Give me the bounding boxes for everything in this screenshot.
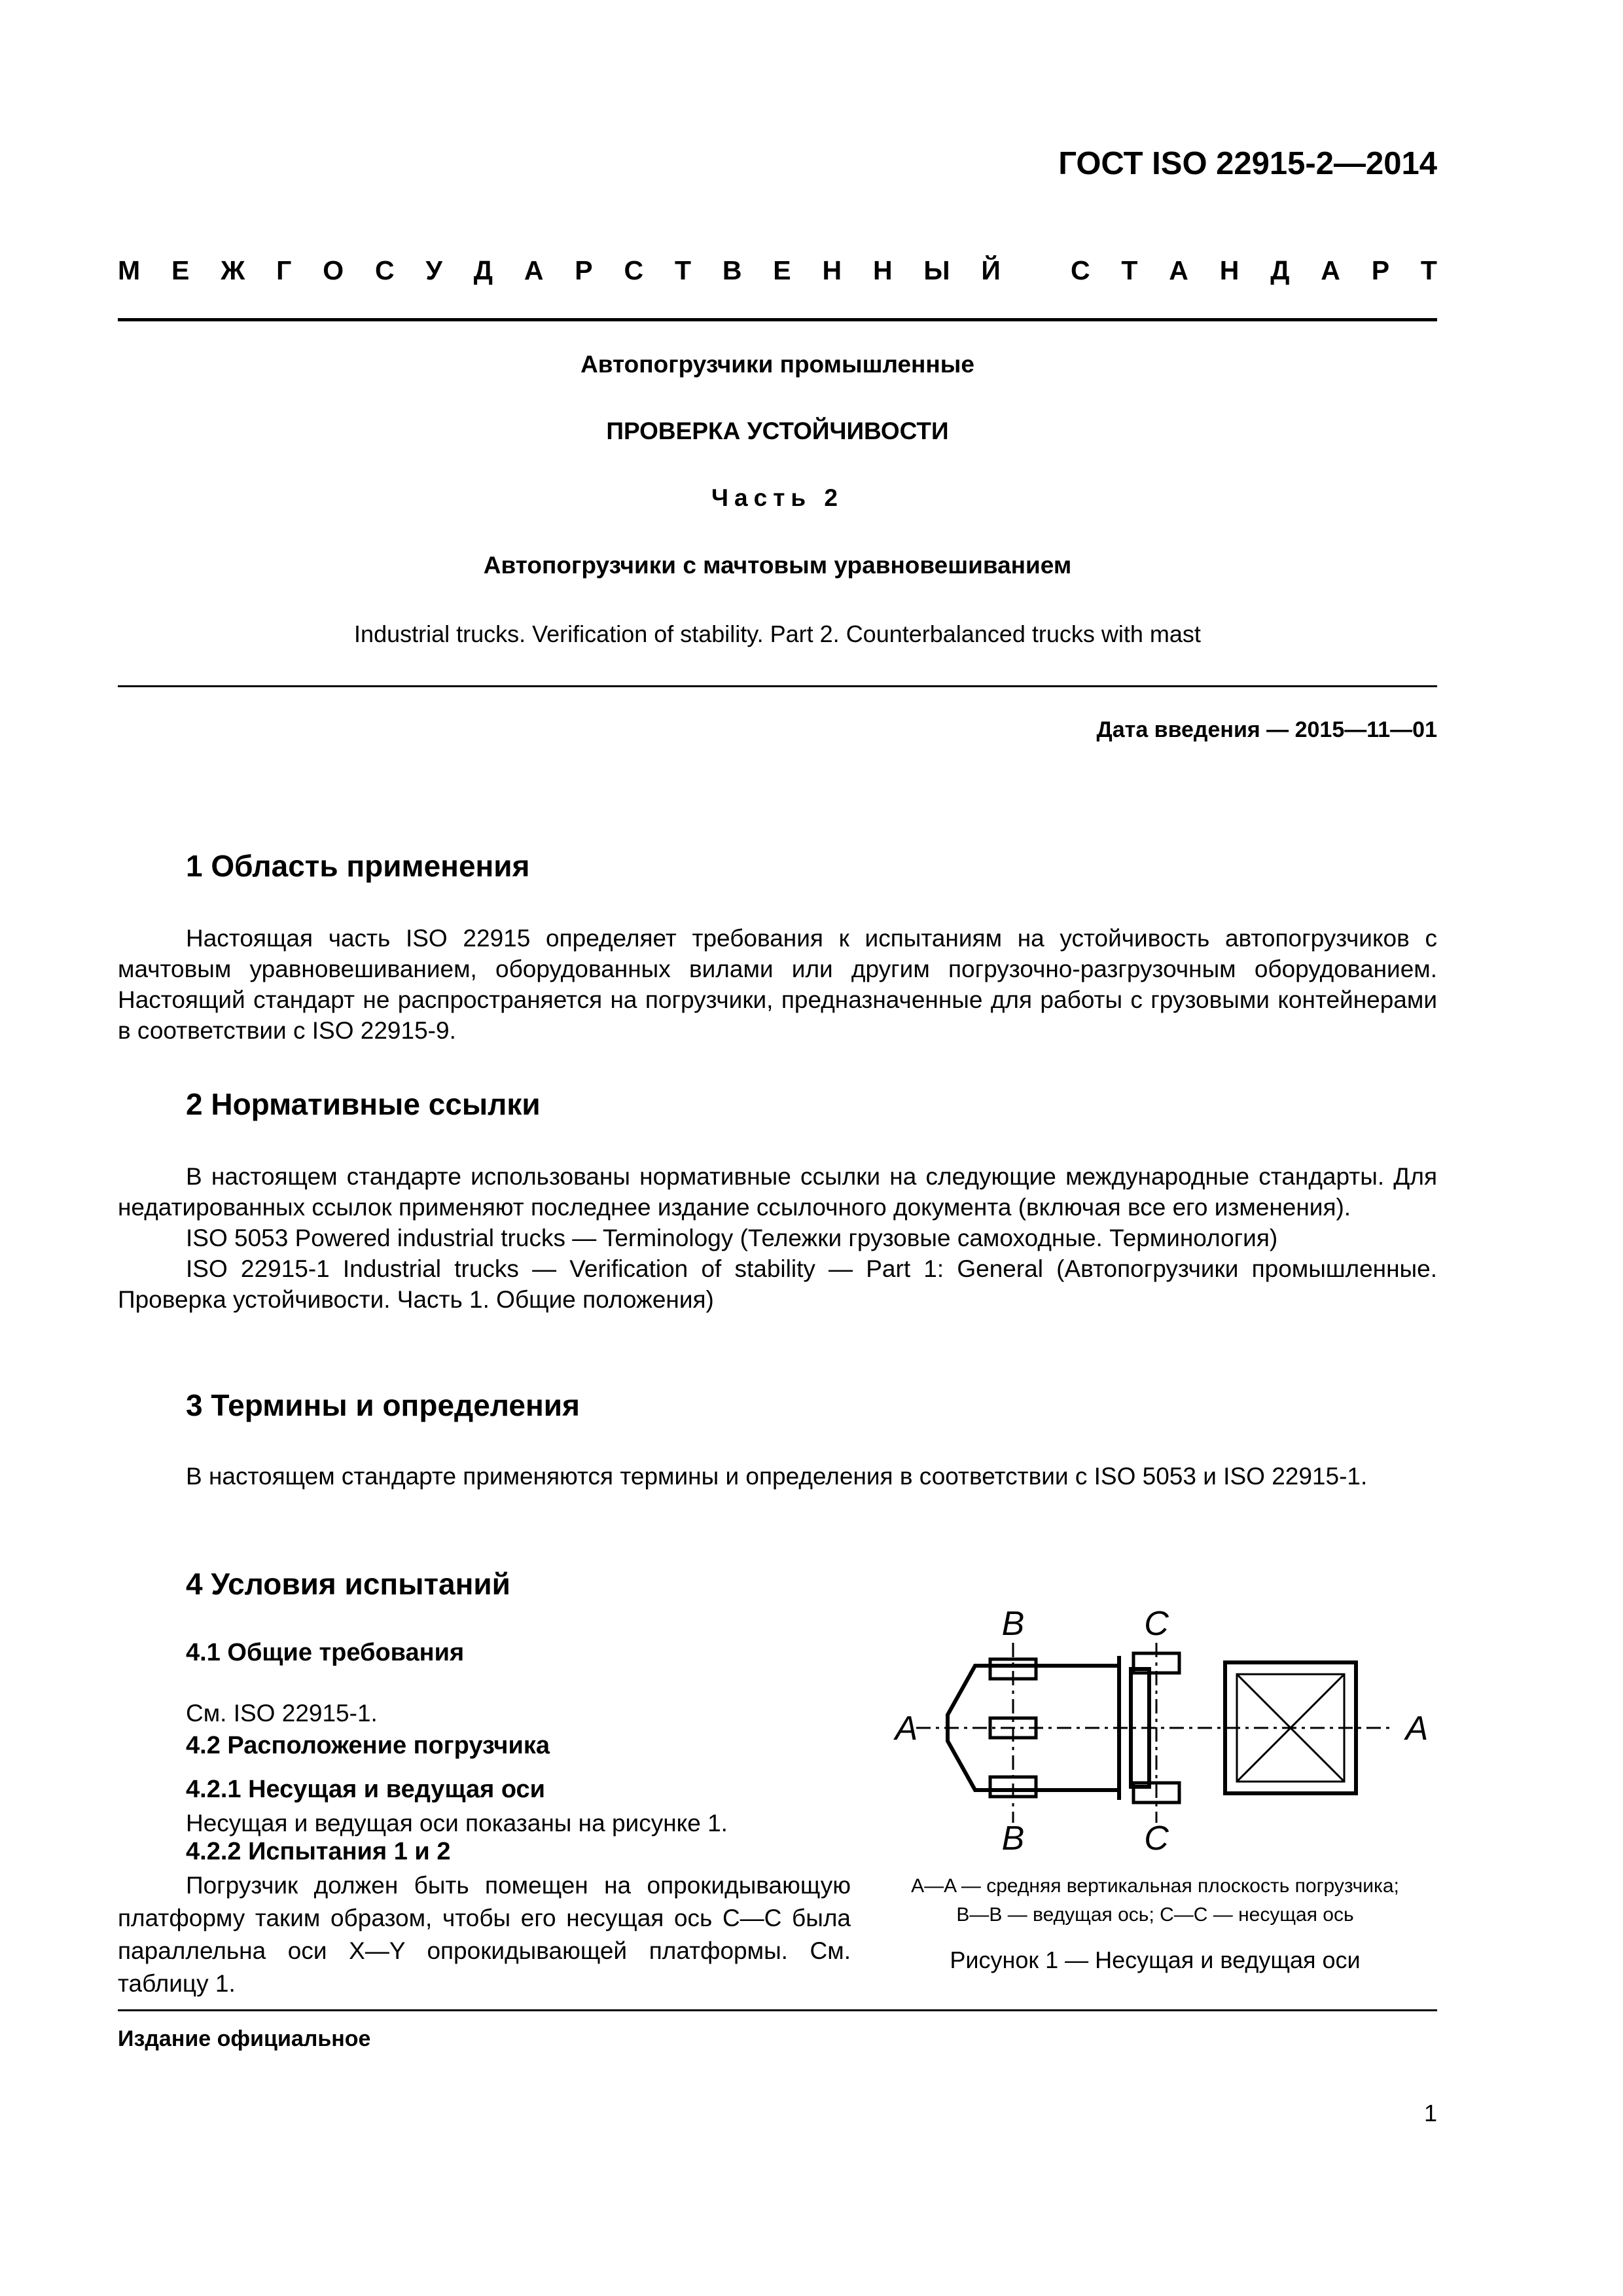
page-number: 1 <box>1423 2100 1437 2126</box>
section-4-2-1-heading: 4.2.1 Несущая и ведущая оси <box>186 1776 546 1803</box>
heading-letter: В <box>722 255 742 285</box>
heading-letter: Р <box>1371 255 1390 285</box>
label-c-bottom: C <box>1144 1820 1169 1857</box>
title-rule <box>118 685 1437 687</box>
section-1-text <box>118 923 1437 1046</box>
title-line-1: Автопогрузчики промышленные <box>580 351 974 378</box>
legend-line-1: A—A — средняя вертикальная плоскость погрузчика; <box>911 1875 1399 1897</box>
heading-letter: Т <box>1420 255 1437 285</box>
title-subtitle: Автопогрузчики с мачтовым уравновешиванием <box>483 552 1072 579</box>
section-4-1-text: См. ISO 22915-1. <box>186 1700 378 1727</box>
title-part: Часть 2 <box>711 484 844 511</box>
section-4-heading: 4 Условия испытаний <box>186 1567 510 1601</box>
header-rule <box>118 318 1437 321</box>
heading-letter: О <box>323 255 344 285</box>
heading-space <box>1032 255 1039 286</box>
heading-letter: Д <box>473 255 493 285</box>
heading-letter: С <box>624 255 644 285</box>
section-3-heading: 3 Термины и определения <box>186 1388 580 1422</box>
reference-iso-5053: ISO 5053 Powered industrial trucks — Terminology (Тележки грузовые самоходные. Терминология) <box>186 1225 1278 1251</box>
introduction-date: Дата введения — 2015—11—01 <box>1096 717 1437 742</box>
label-b-bottom: B <box>1001 1820 1025 1857</box>
heading-letter: Й <box>981 255 1001 285</box>
figure-legend <box>870 1872 1440 1929</box>
title-line-2: ПРОВЕРКА УСТОЙЧИВОСТИ <box>606 418 949 444</box>
heading-letter: С <box>1070 255 1090 285</box>
heading-letter: Н <box>822 255 842 285</box>
label-a-right: A <box>1405 1710 1429 1748</box>
legend-line-2: B—B — ведущая ось; C—C — несущая ось <box>956 1904 1354 1926</box>
section-4-2-2-heading: 4.2.2 Испытания 1 и 2 <box>186 1838 451 1865</box>
heading-letter: Д <box>1270 255 1290 285</box>
heading-letter: А <box>524 255 544 285</box>
section-1-heading: 1 Область применения <box>186 849 530 883</box>
heading-letter: Г <box>276 255 292 285</box>
label-a-left: A <box>895 1710 918 1748</box>
section-4-1-heading: 4.1 Общие требования <box>186 1639 465 1666</box>
section-3-text <box>118 1461 1437 1492</box>
heading-letter: Ы <box>923 255 950 285</box>
heading-letter: Ж <box>221 255 245 285</box>
section-1-paragraph: Настоящая часть ISO 22915 определяет требования к испытаниям на устойчивость автопогрузчиков с мачтовым уравновешиванием, оборудованных вилами или другим погрузочно-разгрузочным оборудованием. Настоящий стандарт не распространяется на погрузчики, предназначенные для работы с грузовыми контейнерами в соответствии с ISO 22915-9. <box>118 925 1437 1044</box>
footer-rule <box>118 2009 1437 2011</box>
heading-letter: А <box>1321 255 1340 285</box>
axes-diagram <box>870 1597 1440 1859</box>
edition-note: Издание официальное <box>118 2026 371 2051</box>
heading-letter: М <box>118 255 141 285</box>
heading-letter: Е <box>773 255 791 285</box>
section-4-2-2-paragraph: Погрузчик должен быть помещен на опрокидывающую платформу таким образом, чтобы его несущая ось C—C была параллельна оси X—Y опрокидывающей платформы. См. таблицу 1. <box>118 1872 851 1997</box>
heading-letter: Т <box>1121 255 1138 285</box>
heading-letter: Т <box>674 255 691 285</box>
label-b-top: B <box>1001 1605 1025 1643</box>
section-4-2-1-text: Несущая и ведущая оси показаны на рисунке 1. <box>186 1810 728 1837</box>
label-c-top: C <box>1144 1605 1169 1643</box>
section-2-paragraph: В настоящем стандарте использованы нормативные ссылки на следующие международные стандарты. Для недатированных ссылок применяют последнее издание ссылочного документа (включая все его изменения). <box>118 1163 1437 1221</box>
section-4-2-heading: 4.2 Расположение погрузчика <box>186 1732 550 1759</box>
figure-caption: Рисунок 1 — Несущая и ведущая оси <box>950 1946 1361 1973</box>
section-2-heading: 2 Нормативные ссылки <box>186 1087 541 1121</box>
section-4-2-2-text <box>118 1869 851 2000</box>
title-english: Industrial trucks. Verification of stability. Part 2. Counterbalanced trucks with mast <box>354 620 1201 647</box>
heading-letter: А <box>1169 255 1188 285</box>
heading-letter: Н <box>1219 255 1240 285</box>
heading-letter: У <box>425 255 442 285</box>
heading-letter: С <box>374 255 395 285</box>
heading-letter: Р <box>575 255 593 285</box>
standard-type-heading <box>118 255 1437 286</box>
heading-letter: Н <box>872 255 893 285</box>
section-2-text <box>118 1161 1437 1315</box>
reference-iso-22915-1: ISO 22915-1 Industrial trucks — Verification of stability — Part 1: General (Автопогрузчики промышленные. Проверка устойчивости. Часть 1. Общие положения) <box>118 1255 1437 1313</box>
heading-letter: Е <box>171 255 190 285</box>
section-3-paragraph: В настоящем стандарте применяются термины и определения в соответствии с ISO 5053 и ISO 22915-1. <box>186 1463 1368 1490</box>
document-code: ГОСТ ISO 22915-2—2014 <box>1058 146 1437 181</box>
